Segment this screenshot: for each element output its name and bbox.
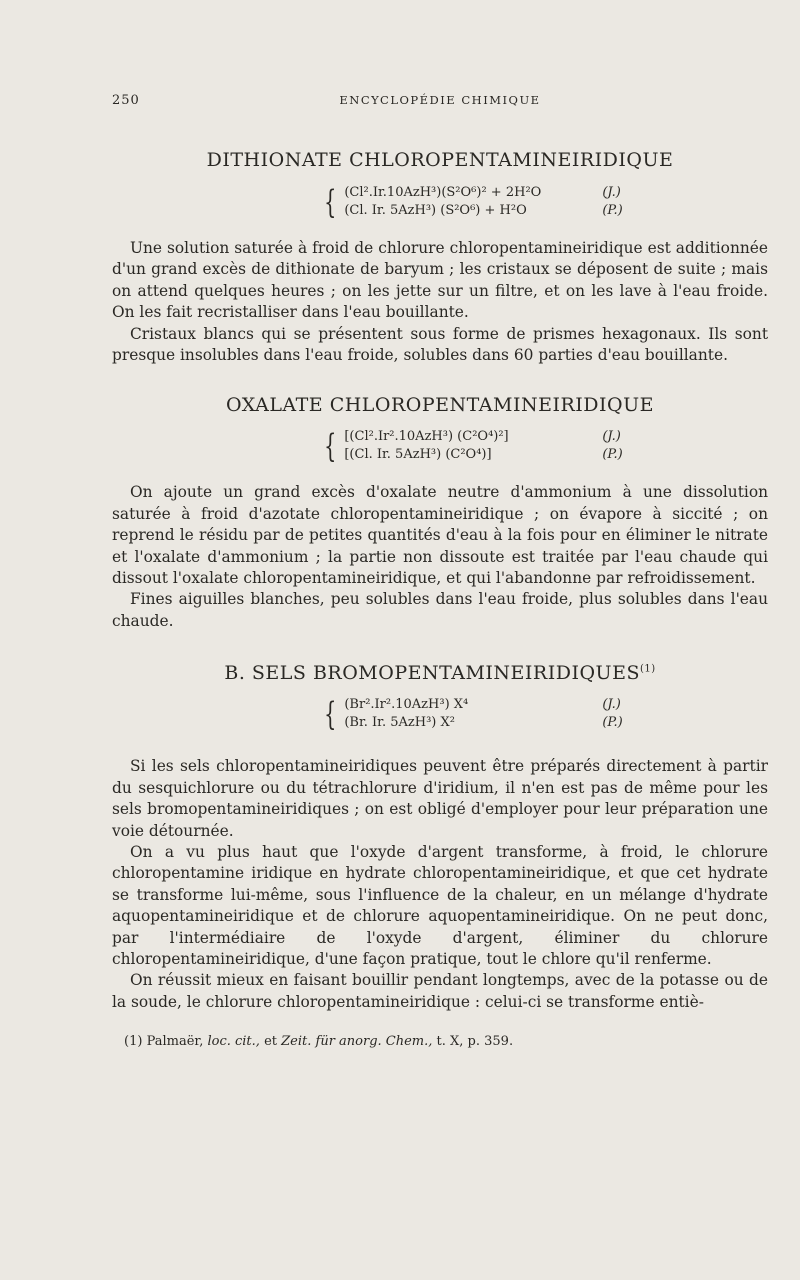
paragraph: Une solution saturée à froid de chlorure chloropentamineiridique est additionnée d'un grand excès de dithionate de baryum ; les cristaux se déposent de suite ; mais on attend quelques heures ; on les jette sur un filtre, et on les lave à l'eau froide. On les fait recristalliser dans l'eau bouillante. <box>112 239 768 322</box>
formula-block-dithionate <box>320 184 768 220</box>
brace-icon: { <box>324 695 337 734</box>
footnote-connector: et <box>264 1034 277 1050</box>
brace-icon: { <box>324 183 337 221</box>
section-title-oxalate: OXALATE CHLOROPENTAMINEIRIDIQUE <box>226 394 654 417</box>
formula-line <box>344 202 622 220</box>
formula-notation: (P.) <box>602 447 623 463</box>
section-body-dithionate <box>112 238 768 366</box>
formula-line <box>344 714 622 732</box>
formula-notation: (P.) <box>602 203 623 218</box>
page-number: 250 <box>112 93 140 108</box>
formula-block-oxalate <box>320 428 768 464</box>
formula-notation: (J.) <box>602 185 621 200</box>
formula-text: [(Cl. Ir. 5AzH³) (C²O⁴)] <box>344 447 492 463</box>
section-body-bromo <box>112 756 768 1013</box>
formula-text: (Cl².Ir.10AzH³)(S²O⁶)² + 2H²O <box>344 185 542 200</box>
formula-text: (Cl. Ir. 5AzH³) (S²O⁶) + H²O <box>344 203 527 218</box>
footnote-volume: t. X, p. 359. <box>436 1034 514 1050</box>
formula-text: (Br².Ir².10AzH³) X⁴ <box>344 697 469 713</box>
formula-line <box>344 184 622 202</box>
paragraph: Fines aiguilles blanches, peu solubles dans l'eau froide, plus solubles dans l'eau chaude. <box>112 590 768 630</box>
footnote-marker: (1) <box>124 1034 143 1050</box>
section-body-oxalate <box>112 482 768 632</box>
book-page <box>112 93 768 1051</box>
paragraph: Cristaux blancs qui se présentent sous forme de prismes hexagonaux. Ils sont presque insolubles dans l'eau froide, solubles dans 60 parties d'eau bouillante. <box>112 324 768 365</box>
footnote-ref: loc. cit., <box>207 1034 260 1050</box>
section-title-dithionate: DITHIONATE CHLOROPENTAMINEIRIDIQUE <box>206 149 674 171</box>
section-title-text: B. SELS BROMOPENTAMINEIRIDIQUES <box>224 662 640 685</box>
footnote-author: Palmaër, <box>146 1034 204 1050</box>
paragraph: Si les sels chloropentamineiridiques peuvent être préparés directement à partir du sesquichlorure ou du tétrachlorure d'iridium, il n'en est pas de même pour les sels bromopentamineiridiques ; on est obligé d'employer pour leur préparation une voie détournée. <box>112 757 768 840</box>
formula-text: [(Cl².Ir².10AzH³) (C²O⁴)²] <box>344 429 509 445</box>
section-title-bromo <box>112 662 768 684</box>
brace-icon: { <box>324 427 337 466</box>
footnote-journal: Zeit. für anorg. Chem., <box>281 1034 433 1050</box>
formula-notation: (J.) <box>602 697 621 713</box>
formula-line <box>344 428 622 446</box>
paragraph: On a vu plus haut que l'oxyde d'argent transforme, à froid, le chlorure chloropentamine iridique en hydrate chloropentamineiridique, et que cet hydrate se transforme lui-même, sous l'influence de la chaleur, en un mélange d'hydrate aquopentamineiridique et de chlorure aquopentamineiridique. On ne peut donc, par l'intermédiaire de l'oxyde d'argent, éliminer du chlorure chloropentamineiridique, d'une façon pratique, tout le chlore qu'il renferme. <box>112 842 768 968</box>
footnote <box>124 1033 768 1051</box>
paragraph: On ajoute un grand excès d'oxalate neutre d'ammonium à une dissolution saturée à froid d'azotate chloropentamineiridique ; on évapore à siccité ; on reprend le résidu par de petites quantités d'eau à la fois pour en éliminer le nitrate et l'oxalate d'ammonium ; la partie non dissoute est traitée par l'eau chaude qui dissout l'oxalate chloropentamineiridique, et qui l'abandonne par refroidissement. <box>112 483 768 588</box>
formula-notation: (P.) <box>602 715 623 731</box>
formula-line <box>344 696 622 714</box>
formula-line <box>344 446 622 464</box>
formula-block-bromo <box>320 696 768 732</box>
formula-notation: (J.) <box>602 429 621 445</box>
running-title: ENCYCLOPÉDIE CHIMIQUE <box>339 93 541 107</box>
running-header <box>112 93 768 117</box>
formula-text: (Br. Ir. 5AzH³) X² <box>344 715 455 731</box>
footnote-reference: (1) <box>639 663 656 675</box>
paragraph: On réussit mieux en faisant bouillir pendant longtemps, avec de la potasse ou de la soude, le chlorure chloropentamineiridique : celui-ci se transforme entiè- <box>112 971 768 1011</box>
